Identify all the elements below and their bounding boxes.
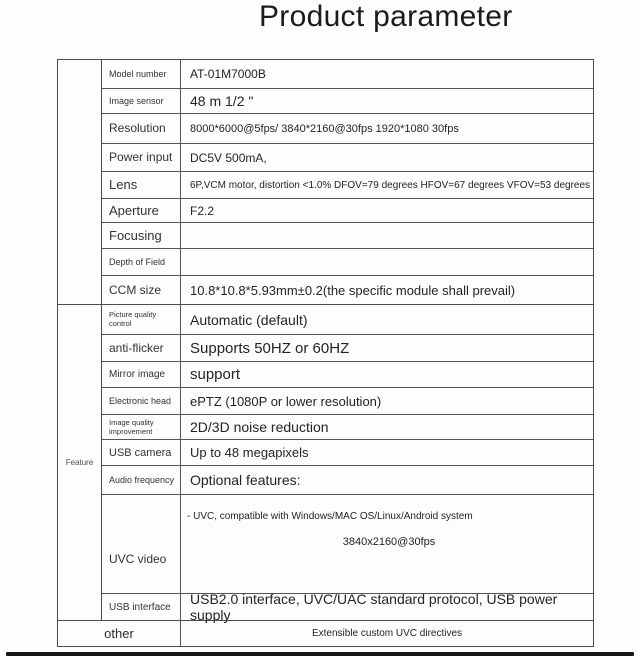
page-title: Product parameter: [259, 0, 513, 33]
anti-flicker-value: Supports 50HZ or 60HZ: [190, 339, 350, 357]
row-image-quality-improvement: [102, 414, 593, 439]
focusing-label: Focusing: [102, 223, 181, 248]
image-quality-improvement-label: Image quality improvement: [102, 415, 181, 439]
row-depth-of-field: [102, 248, 593, 275]
row-anti-flicker: [102, 334, 593, 361]
power-input-value: DC5V 500mA,: [190, 150, 267, 165]
uvc-video-compatibility: - UVC, compatible with Windows/MAC OS/Linux/Android system: [187, 511, 473, 522]
uvc-video-resolution: 3840x2160@30fps: [342, 536, 436, 548]
ccm-size-label: CCM size: [102, 276, 181, 304]
resolution-label: Resolution: [102, 114, 181, 143]
resolution-value: 8000*6000@5fps/ 3840*2160@30fps 1920*1080 30fps: [190, 122, 459, 135]
other-label: other: [58, 621, 181, 646]
general-group-cell: [58, 60, 102, 304]
picture-quality-control-value: Automatic (default): [190, 311, 308, 328]
lens-value: 6P,VCM motor, distortion <1.0% DFOV=79 degrees HFOV=67 degrees VFOV=53 degrees: [190, 179, 591, 191]
row-usb-camera: [102, 439, 593, 465]
usb-interface-label: USB interface: [102, 594, 181, 620]
bottom-rule: [6, 652, 634, 656]
anti-flicker-label: anti-flicker: [102, 335, 181, 361]
row-focusing: [102, 222, 593, 248]
row-other: [58, 620, 593, 646]
row-image-sensor: [102, 88, 593, 113]
row-electronic-head: [102, 387, 593, 414]
electronic-head-value: ePTZ (1080P or lower resolution): [190, 393, 382, 409]
aperture-label: Aperture: [102, 199, 181, 222]
usb-camera-value: Up to 48 megapixels: [190, 445, 309, 460]
usb-camera-label: USB camera: [102, 440, 181, 465]
model-number-value: AT-01M7000B: [190, 67, 266, 81]
feature-group-label: Feature: [58, 305, 102, 620]
product-parameter-table: [57, 59, 594, 647]
depth-of-field-value: [181, 249, 593, 275]
row-resolution: [102, 113, 593, 143]
row-uvc-video: [102, 494, 593, 593]
row-aperture: [102, 198, 593, 222]
aperture-value: F2.2: [190, 203, 215, 218]
focusing-value: [181, 223, 593, 248]
row-mirror-image: [102, 361, 593, 387]
usb-interface-value: USB2.0 interface, UVC/UAC standard protocol, USB power supply: [190, 591, 558, 623]
uvc-video-value: [181, 495, 593, 593]
general-section: [58, 60, 593, 304]
row-audio-frequency: [102, 465, 593, 494]
audio-frequency-label: Audio frequency: [102, 466, 181, 494]
audio-frequency-value: Optional features:: [190, 472, 301, 488]
row-model-number: [102, 60, 593, 88]
lens-label: Lens: [102, 172, 181, 198]
ccm-size-value: 10.8*10.8*5.93mm±0.2(the specific module shall prevail): [190, 282, 516, 298]
other-value: Extensible custom UVC directives: [311, 628, 463, 639]
image-sensor-label: Image sensor: [102, 89, 181, 113]
row-usb-interface: [102, 591, 593, 623]
electronic-head-label: Electronic head: [102, 388, 181, 414]
image-sensor-value: 48 m 1/2 ": [190, 93, 254, 109]
power-input-label: Power input: [102, 144, 181, 171]
row-lens: [102, 171, 593, 198]
image-quality-improvement-value: 2D/3D noise reduction: [190, 419, 329, 435]
picture-quality-control-label: Picture quality control: [102, 305, 181, 334]
depth-of-field-label: Depth of Field: [102, 249, 181, 275]
model-number-label: Model number: [102, 60, 181, 88]
mirror-image-label: Mirror image: [102, 362, 181, 387]
feature-section: [58, 304, 593, 623]
mirror-image-value: support: [190, 366, 241, 383]
row-ccm-size: [102, 275, 593, 304]
row-picture-quality-control: [102, 305, 593, 334]
uvc-video-label: UVC video: [102, 495, 181, 593]
row-power-input: [102, 143, 593, 171]
